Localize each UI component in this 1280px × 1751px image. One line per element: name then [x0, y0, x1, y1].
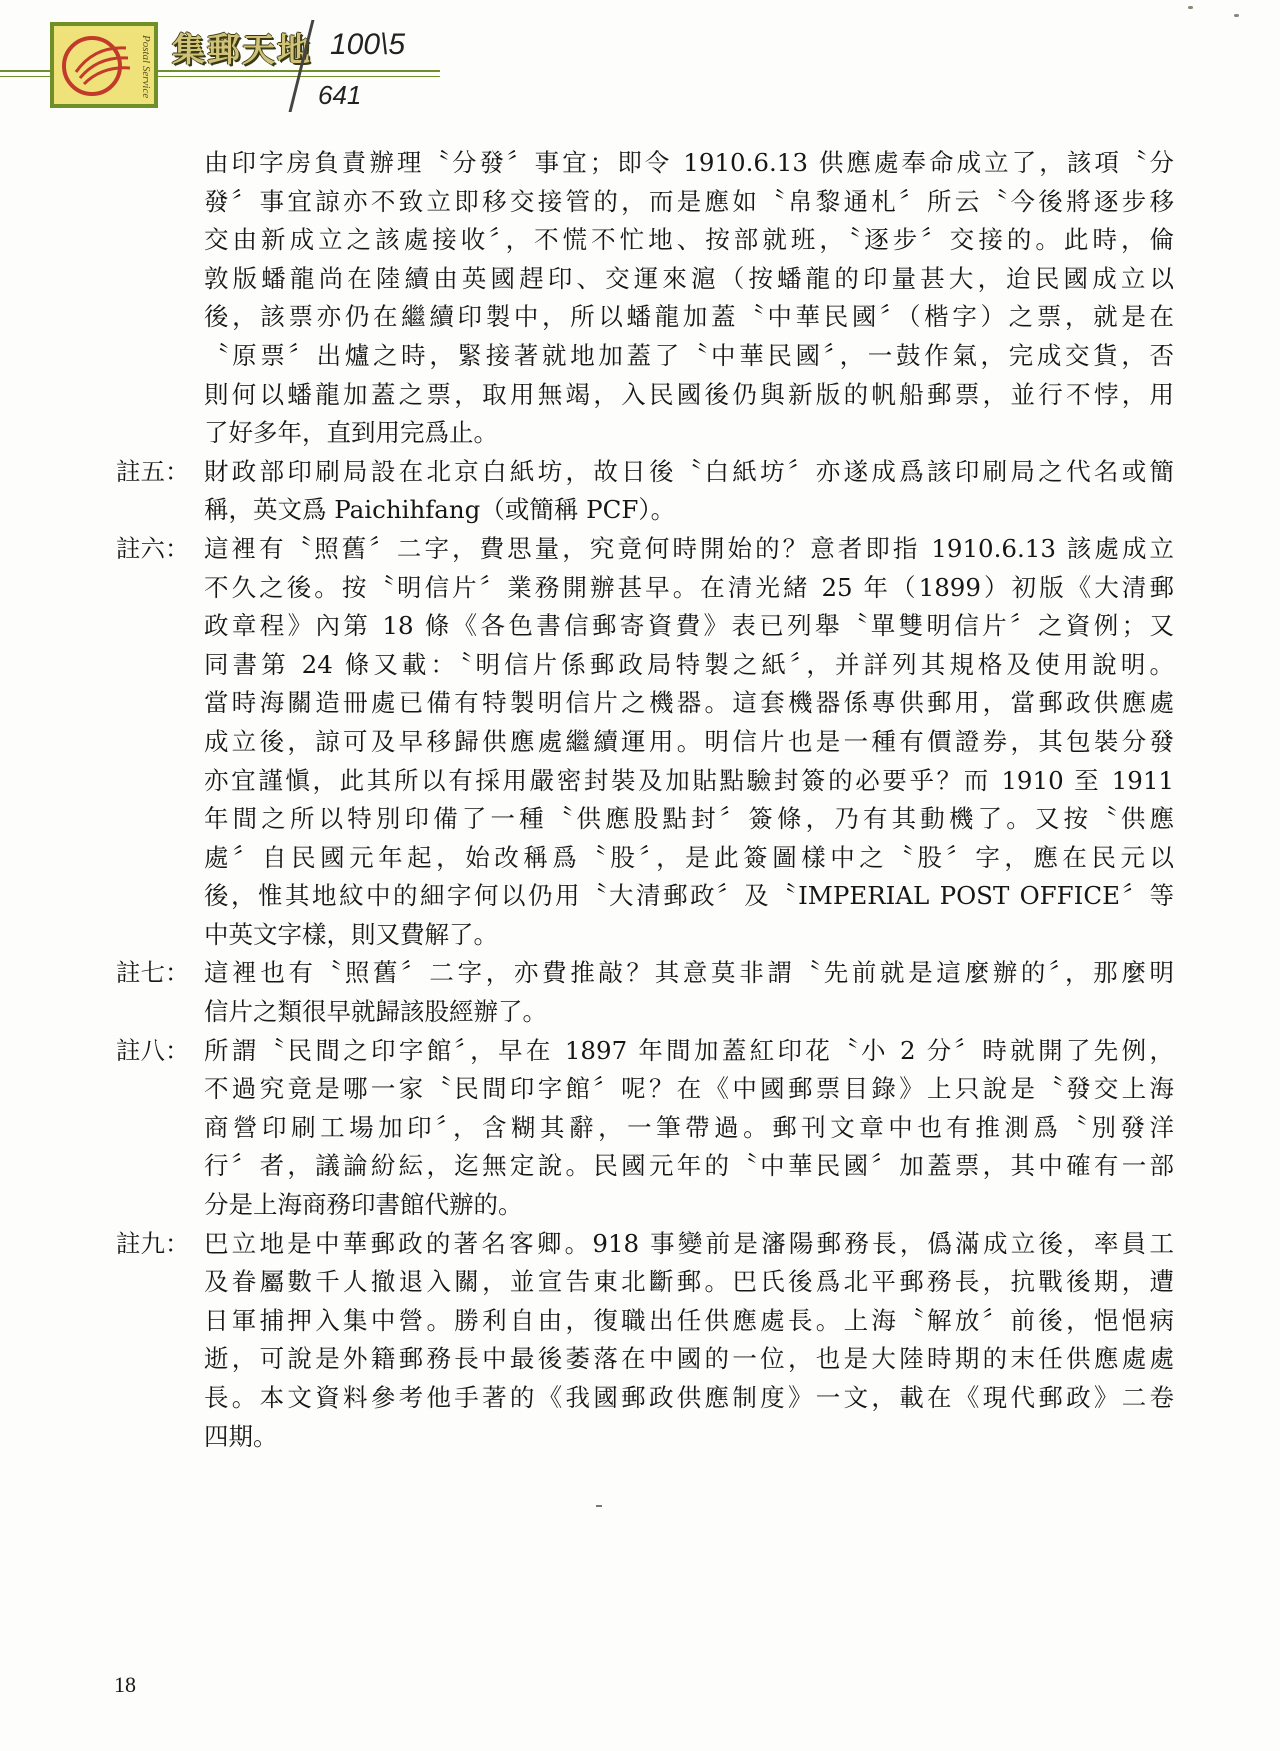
text-line: 逝，可說是外籍郵務長中最後萎落在中國的一位，也是大陸時期的末任供應處處: [204, 1344, 1174, 1374]
text-line: 中英文字樣，則又費解了。: [204, 919, 498, 949]
footnote-label: 註九：: [116, 1228, 190, 1258]
text-line: 處〞自民國元年起，始改稱爲〝股〞，是此簽圖樣中之〝股〞字，應在民元以: [204, 842, 1174, 872]
scan-speck: [1188, 6, 1193, 9]
text-line: 則何以蟠龍加蓋之票，取用無竭，入民國後仍與新版的帆船郵票，並行不悖，用: [204, 379, 1174, 409]
text-line: 不過究竟是哪一家〝民間印字館〞呢？在《中國郵票目錄》上只說是〝發交上海: [204, 1074, 1174, 1104]
footnote: [116, 530, 1174, 955]
text-line: 這裡也有〝照舊〞二字，亦費推敲？其意莫非謂〝先前就是這麼辦的〞，那麼明: [204, 958, 1174, 988]
text-line: 長。本文資料參考他手著的《我國郵政供應制度》一文，載在《現代郵政》二卷: [204, 1383, 1174, 1412]
footnote-label: 註七：: [116, 958, 190, 988]
footnote-body: [204, 1032, 1174, 1225]
text-line: 稱，英文爲 Paichihfang（或簡稱 PCF）。: [204, 495, 676, 525]
text-line: 由印字房負責辦理〝分發〞事宜；即令 1910.6.13 供應處奉命成立了，該項〝分: [204, 148, 1174, 177]
text-line: 敦版蟠龍尚在陸續由英國趕印、交運來滬（按蟠龍的印量甚大，迨民國成立以: [204, 263, 1174, 293]
footnote: [116, 1225, 1174, 1457]
postal-service-logo-icon: [50, 22, 158, 108]
footnote-body: [204, 530, 1174, 955]
text-line: 了好多年，直到用完爲止。: [204, 418, 498, 448]
scan-mark: [596, 1505, 602, 1507]
text-line: 亦宜謹愼，此其所以有採用嚴密封裝及加貼點驗封簽的必要乎？而 1910 至 1911: [204, 765, 1174, 795]
text-line: 當時海關造冊處已備有特製明信片之機器。這套機器係專供郵用，當郵政供應處: [204, 688, 1174, 718]
text-line: 商營印刷工場加印〞，含糊其辭，一筆帶過。郵刊文章中也有推測爲〝別發洋: [204, 1112, 1174, 1142]
text-line: 所謂〝民間之印字館〞，早在 1897 年間加蓋紅印花〝小 2 分〞時就開了先例，: [204, 1035, 1174, 1065]
scan-speck: [1234, 14, 1239, 17]
footnote-body: [204, 954, 1174, 1031]
text-line: 政章程》內第 18 條《各色書信郵寄資費》表已列舉〝單雙明信片〞之資例；又: [204, 611, 1174, 641]
text-line: 成立後，諒可及早移歸供應處繼續運用。明信片也是一種有價證券，其包裝分發: [204, 726, 1174, 756]
text-line: 同書第 24 條又載：〝明信片係郵政局特製之紙〞，并詳列其規格及使用說明。: [204, 649, 1174, 679]
footnote-body: [204, 1225, 1174, 1457]
text-line: 年間之所以特別印備了一種〝供應股點封〞簽條，乃有其動機了。又按〝供應: [204, 804, 1174, 834]
text-line: 這裡有〝照舊〞二字，費思量，究竟何時開始的？意者即指 1910.6.13 該處成立: [204, 533, 1174, 563]
body-paragraph: [116, 144, 1174, 453]
text-line: 發〞事宜諒亦不致立即移交接管的，而是應如〝帛黎通札〞所云〝今後將逐步移: [204, 186, 1174, 216]
text-line: 〝原票〞出爐之時，緊接著就地加蓋了〝中華民國〞，一鼓作氣，完成交貨，否: [204, 340, 1174, 370]
text-line: 交由新成立之該處接收〞，不慌不忙地、按部就班，〝逐步〞交接的。此時，倫: [204, 225, 1174, 255]
magazine-title: 集郵天地: [172, 30, 312, 69]
footnote-label: 註五：: [116, 456, 190, 486]
footnote: [116, 1032, 1174, 1225]
footnote: [116, 453, 1174, 530]
text-line: 後，該票亦仍在繼續印製中，所以蟠龍加蓋〝中華民國〞（楷字）之票，就是在: [204, 302, 1174, 332]
page-header: [0, 0, 1280, 130]
text-line: 後，惟其地紋中的細字何以仍用〝大清郵政〞及〝IMPERIAL POST OFFICE〞等: [204, 881, 1174, 911]
text-line: 財政部印刷局設在北京白紙坊，故日後〝白紙坊〞亦遂成爲該印刷局之代名或簡: [204, 456, 1174, 486]
footnote: [116, 954, 1174, 1031]
footnote-label: 註六：: [116, 533, 190, 563]
text-line: 及眷屬數千人撤退入關，並宣告東北斷郵。巴氏後爲北平郵務長，抗戰後期，遭: [204, 1267, 1174, 1297]
text-line: 信片之類很早就歸該股經辦了。: [204, 997, 547, 1027]
volume-number: 100\5: [330, 28, 406, 61]
text-line: 行〞者，議論紛紜，迄無定說。民國元年的〝中華民國〞加蓋票，其中確有一部: [204, 1151, 1174, 1181]
issue-number: 641: [318, 80, 362, 110]
logo-text: Postal Service: [140, 35, 152, 99]
text-line: 巴立地是中華郵政的著名客卿。918 事變前是瀋陽郵務長，僞滿成立後，率員工: [204, 1228, 1174, 1258]
text-line: 四期。: [204, 1421, 278, 1451]
article-body: [116, 144, 1174, 1456]
text-line: 不久之後。按〝明信片〞業務開辦甚早。在清光緒 25 年（1899）初版《大清郵: [204, 572, 1174, 602]
page-number: 18: [114, 1672, 136, 1697]
footnote-body: [204, 453, 1174, 530]
text-line: 分是上海商務印書館代辦的。: [204, 1190, 523, 1220]
text-line: 日軍捕押入集中營。勝利自由，復職出任供應處長。上海〝解放〞前後，悒悒病: [204, 1305, 1174, 1335]
footnote-label: 註八：: [116, 1035, 190, 1065]
